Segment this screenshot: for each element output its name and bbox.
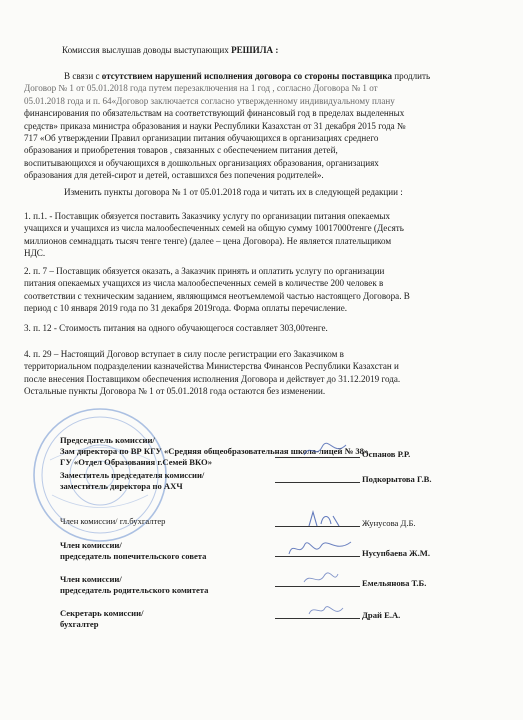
item2-line1: 2. п. 7 – Поставщик обязуется оказать, а Заказчик принять и оплатить услугу по организации (24, 266, 385, 276)
signature-chairman: Председатель комиссии/ Зам директора по ВР КГУ «Средняя общеобразовательная школа-лицей № 38» ГУ «Отдел Образования г.Семей ВКО» Оспанов Р.Р. (60, 435, 411, 467)
item1-line3: миллионов семнадцать тысяч тенге тенге) (далее – цена Договора). Не является плательщиком (24, 235, 392, 246)
signatory-name: Нусупбаева Ж.М. (362, 548, 431, 558)
item2-line4: период с 10 января 2019 года по 31 декабря 2019года. Форма оплаты перечисление. (24, 303, 348, 314)
handwritten-signature-icon (305, 602, 345, 620)
signatory-name: Подкорытова Г.В. (362, 474, 432, 484)
p1-line9: образования для детей-сирот и детей, оставшихся без попечения родителей». (24, 170, 324, 181)
signatory-name: Емельянова Т.Б. (362, 578, 427, 588)
item2-line3: соответствии с техническим заданием, являющимся неотъемлемой частью настоящего Договора. В (24, 290, 410, 301)
signature-chief-accountant: Член комиссии/ гл.бухгалтер Жунусова Д.Б. (60, 512, 500, 532)
item4-line2: территориальном подразделении казначейства Министерства Финансов Республики Казахстан и (24, 361, 399, 372)
signature-line (275, 482, 360, 483)
heading-text: Комиссия выслушав доводы выступающих (62, 45, 232, 55)
p1-line5: средств» приказа министра образования и науки Республики Казахстан от 31 декабря 2015 года № (24, 120, 406, 131)
item1-line4: НДС. (24, 248, 46, 259)
signatory-name: Драй Е.А. (362, 610, 401, 620)
p1-line4: финансирования по обязательствам на соответствующий финансовый год в пределах выделенных (24, 108, 405, 119)
p1-line2: Договор № 1 от 05.01.2018 года путем перезаключения на 1 год , согласно Договора № 1 от (24, 83, 378, 94)
item4-line4: Остальные пункты Договора № 1 от 05.01.2018 года остаются без изменении. (24, 386, 326, 397)
decision-heading (62, 44, 492, 56)
item2-line2: питания опекаемых учащихся из числа малообеспеченных семей в количестве 200 человек в (24, 278, 384, 289)
item-4 (24, 348, 500, 398)
item-2 (24, 265, 500, 315)
handwritten-signature-icon (300, 570, 340, 588)
item4-line1: 4. п. 29 – Настоящий Договор вступает в силу после регистрации его Заказчиком в (24, 349, 344, 359)
p1-line8: воспитывающихся и обучающихся в дошкольных организациях образования, организациях (24, 157, 379, 168)
p1-line3: 05.01.2018 года и п. 64«Договор заключается согласно утвержденному индивидуальному плану (24, 95, 395, 106)
p1-line6: 717 «Об утверждении Правил организации питания обучающихся в организациях среднего (24, 133, 379, 144)
item4-line3: после внесения Поставщиком обеспечения исполнения Договора и действует до 31.12.2019 года. (24, 373, 401, 384)
handwritten-signature-icon (305, 508, 345, 530)
signature-parent-committee: Член комиссии/ председатель родительского комитета Емельянова Т.Б. (60, 574, 500, 600)
paragraph-extension (24, 70, 500, 182)
item-3: 3. п. 12 - Стоимость питания на одного обучающегося составляет 303,00тенге. (24, 323, 328, 333)
paragraph-change-points: Изменить пункты договора № 1 от 05.01.2018 года и читать их в следующей редакции : (64, 187, 403, 197)
signature-deputy-chairman: Заместитель председателя комиссии/ заместитель директора по АХЧ Подкорытова Г.В. (60, 470, 432, 491)
heading-bold: РЕШИЛА : (231, 45, 279, 55)
p1-line7: образования и приобретения товаров , связанных с обеспечением питания детей, (24, 145, 338, 156)
handwritten-signature-icon (300, 439, 350, 461)
signatory-name: Жунусова Д.Б. (362, 518, 416, 528)
signature-secretary: Секретарь комиссии/ бухгалтер Драй Е.А. (60, 608, 500, 634)
signature-trustee-council: Член комиссии/ председатель попечительского совета Нусупбаева Ж.М. (60, 540, 500, 566)
item1-line1: 1. п.1. - Поставщик обязуется поставить Заказчику услугу по организации питания опекаемых (24, 211, 391, 221)
item-1 (24, 210, 500, 260)
signatory-name: Оспанов Р.Р. (362, 449, 411, 459)
handwritten-signature-icon (285, 534, 355, 562)
p1-line1: В связи с отсутствием нарушений исполнения договора со стороны поставщика продлить (64, 71, 431, 81)
item1-line2: учащихся и учащихся из числа малообеспеченных семей на общую сумму 10017000тенге (Десять (24, 223, 404, 234)
